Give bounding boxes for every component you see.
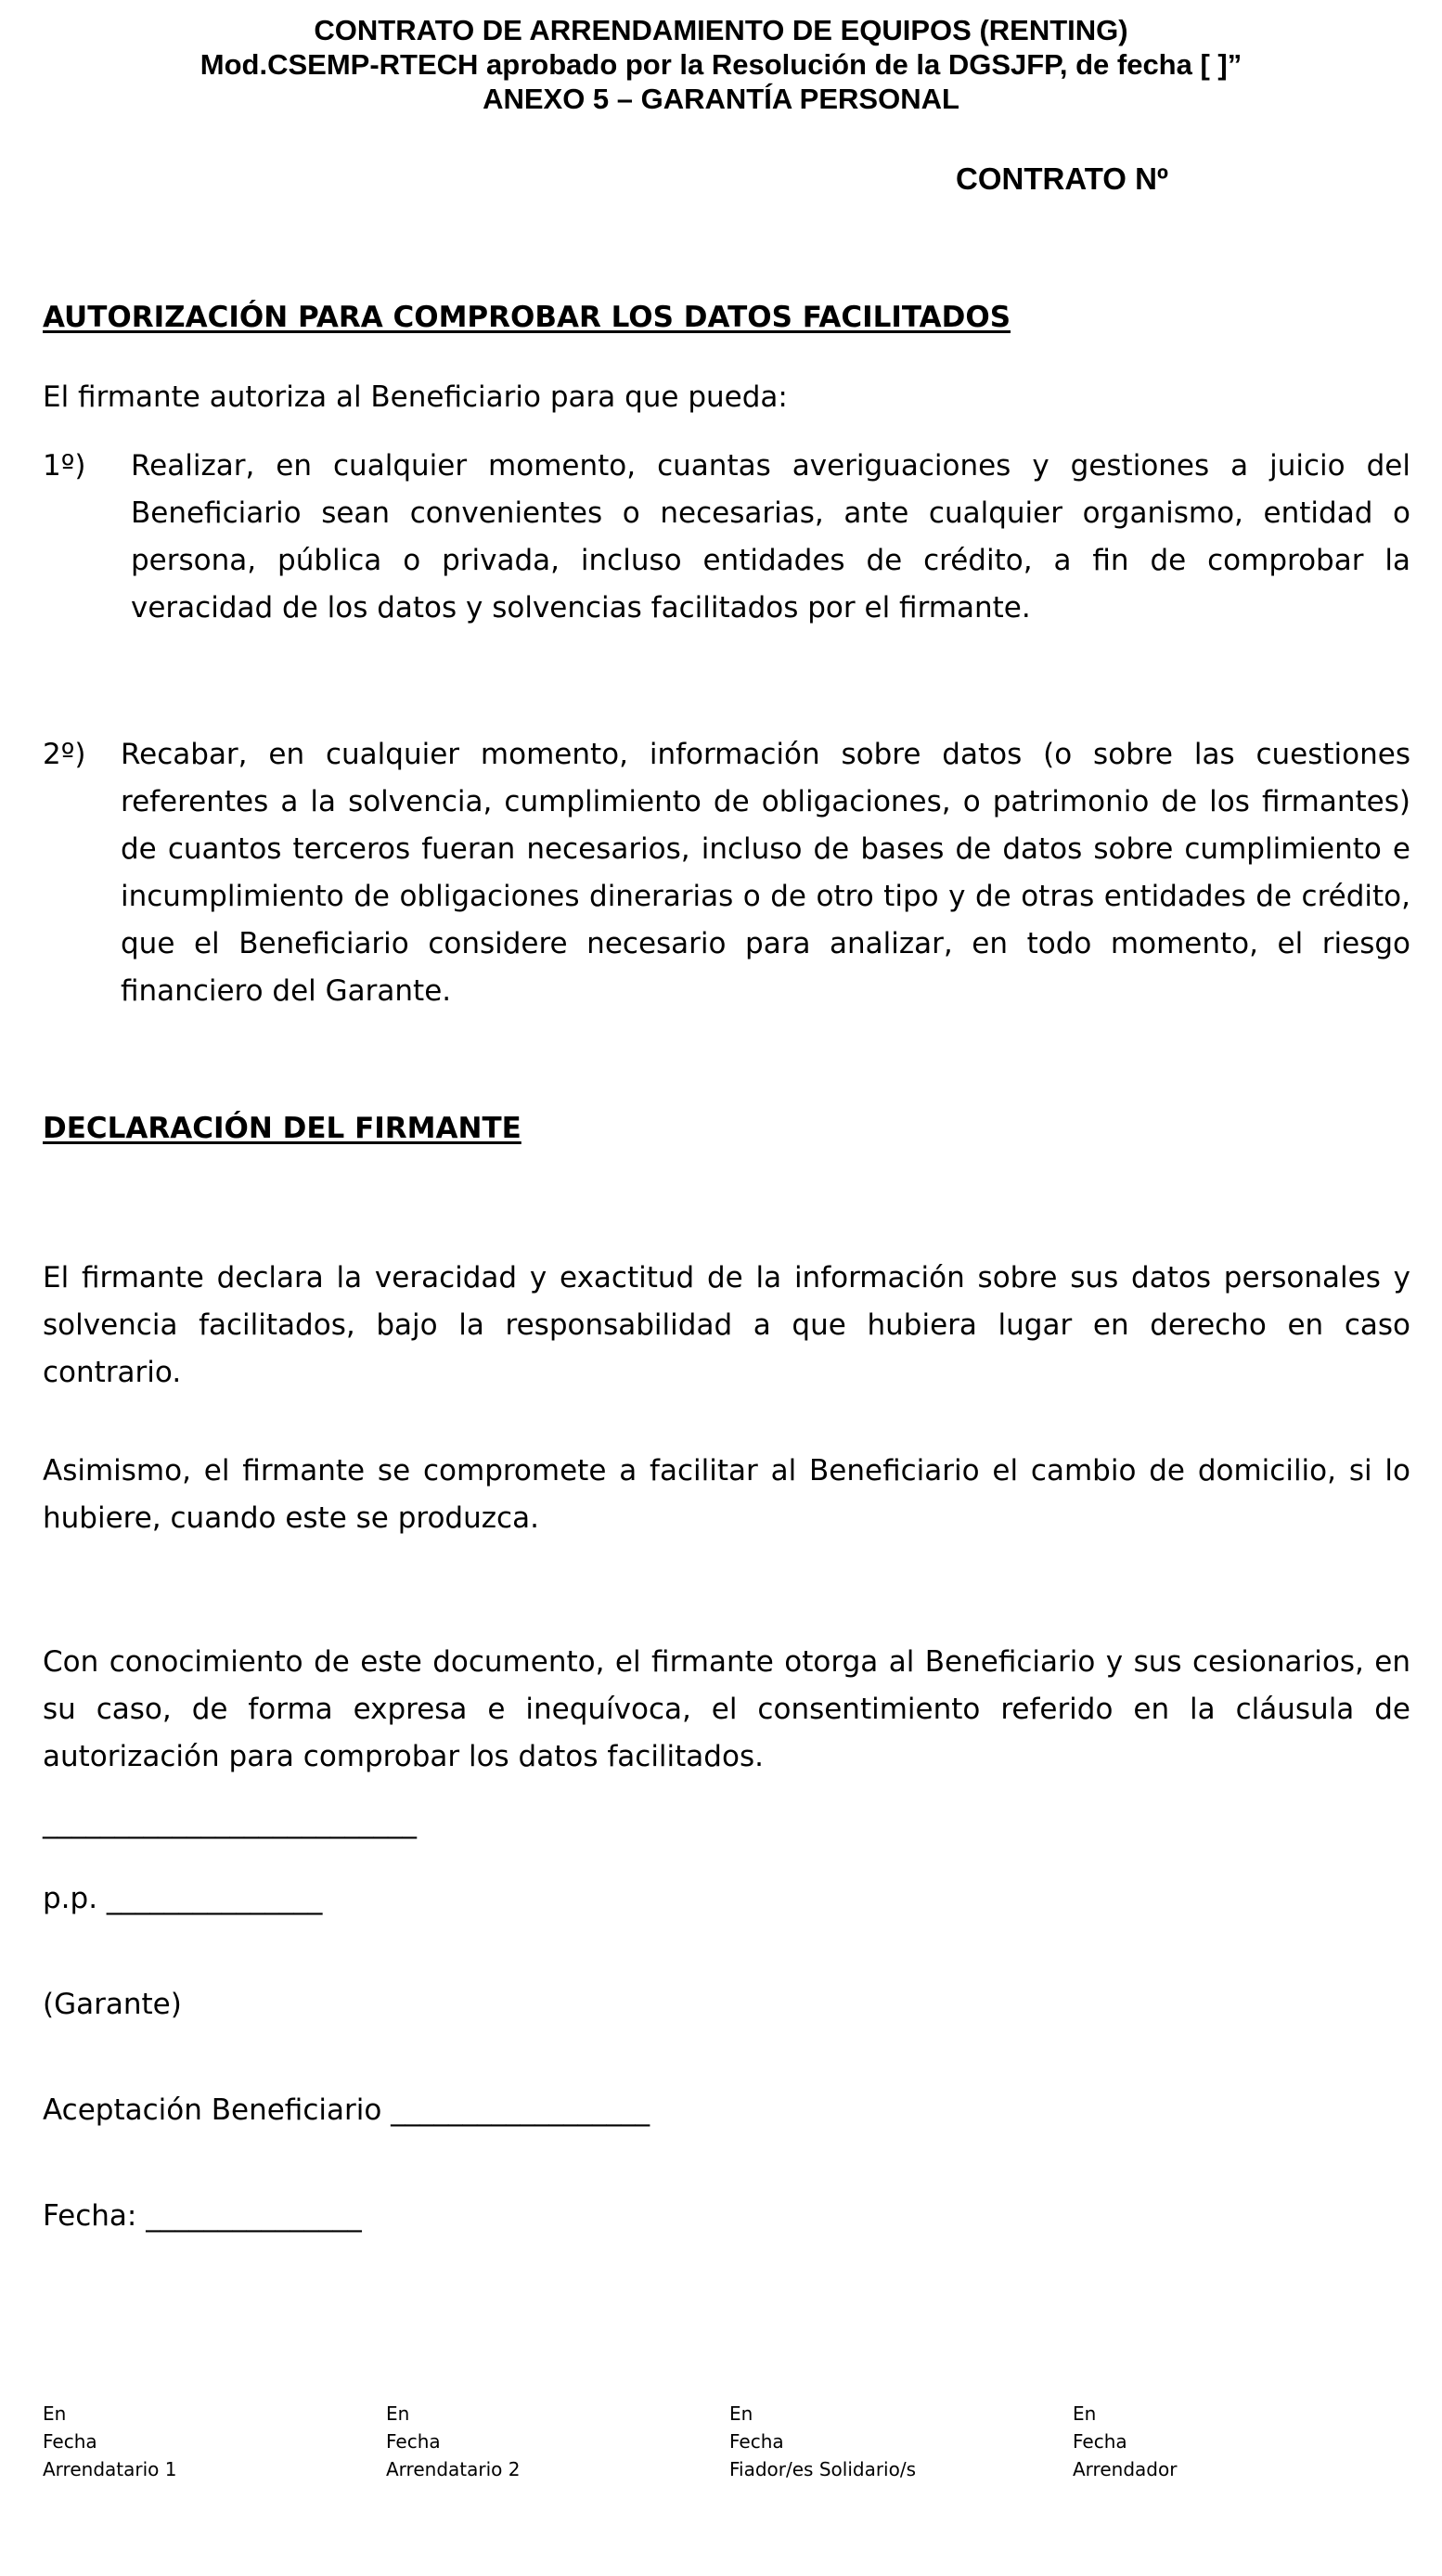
document-annex-title: ANEXO 5 – GARANTÍA PERSONAL <box>483 83 959 115</box>
signature-footer <box>43 2400 1416 2492</box>
section-authorization-title: AUTORIZACIÓN PARA COMPROBAR LOS DATOS FACILITADOS <box>43 301 1011 334</box>
authorization-item-1 <box>43 443 1410 632</box>
footer-role: Fiador/es Solidario/s <box>729 2458 917 2480</box>
guarantor-label: (Garante) <box>43 1988 182 2021</box>
document-header <box>0 13 1442 116</box>
footer-place: En <box>386 2402 410 2425</box>
section-declaration-title: DECLARACIÓN DEL FIRMANTE <box>43 1112 521 1145</box>
declaration-paragraph-1: El firmante declara la veracidad y exactitud de la información sobre sus datos personales y solvencia facilitados, bajo la responsabilidad a que hubiera lugar en derecho en caso contrario. <box>43 1261 1410 1389</box>
document-model-reference: Mod.CSEMP-RTECH aprobado por la Resolución de la DGSJFP, de fecha [ ]” <box>200 48 1242 81</box>
footer-place: En <box>1073 2402 1097 2425</box>
signature-pp: p.p. _______________ <box>43 1882 323 1915</box>
item-text: Realizar, en cualquier momento, cuantas averiguaciones y gestiones a juicio del Beneficiario sean convenientes o necesarias, ante cualquier organismo, entidad o persona, pública o privada, incluso entidades de crédito, a fin de comprobar la veracidad de los datos y solvencias facilitados por el firmante. <box>131 449 1410 625</box>
footer-place: En <box>729 2402 753 2425</box>
item-number: 2º) <box>43 738 86 771</box>
footer-role: Arrendador <box>1073 2458 1178 2480</box>
authorization-item-2 <box>43 731 1410 1015</box>
footer-column-fiador <box>729 2400 916 2483</box>
footer-date: Fecha <box>729 2430 784 2453</box>
item-text: Recabar, en cualquier momento, información sobre datos (o sobre las cuestiones referentes a la solvencia, cumplimiento de obligaciones, o patrimonio de los firmantes) de cuantos terceros fueran necesarios, incluso de bases de datos sobre cumplimiento e incumplimiento de obligaciones dinerarias o de otro tipo y de otras entidades de crédito, que el Beneficiario considere necesario para analizar, en todo momento, el riesgo financiero del Garante. <box>121 738 1410 1008</box>
footer-date: Fecha <box>1073 2430 1127 2453</box>
signature-line: __________________________ <box>43 1806 417 1839</box>
declaration-paragraph-3: Con conocimiento de este documento, el firmante otorga al Beneficiario y sus cesionarios, en su caso, de forma expresa e inequívoca, el consentimiento referido en la cláusula de autorización para comprobar los datos facilitados. <box>43 1645 1410 1773</box>
document-title: CONTRATO DE ARRENDAMIENTO DE EQUIPOS (RENTING) <box>314 14 1128 46</box>
declaration-paragraph-2: Asimismo, el firmante se compromete a facilitar al Beneficiario el cambio de domicilio, si lo hubiere, cuando este se produzca. <box>43 1454 1410 1535</box>
footer-column-arrendatario-2 <box>386 2400 520 2483</box>
footer-date: Fecha <box>386 2430 441 2453</box>
footer-date: Fecha <box>43 2430 97 2453</box>
footer-role: Arrendatario 1 <box>43 2458 177 2480</box>
beneficiary-acceptance: Aceptación Beneficiario __________________ <box>43 2093 650 2127</box>
footer-column-arrendador <box>1073 2400 1177 2483</box>
authorization-intro: El firmante autoriza al Beneficiario para que pueda: <box>43 380 788 414</box>
footer-role: Arrendatario 2 <box>386 2458 521 2480</box>
contract-number-label: CONTRATO Nº <box>956 161 1168 196</box>
footer-place: En <box>43 2402 67 2425</box>
item-number: 1º) <box>43 449 86 483</box>
footer-column-arrendatario-1 <box>43 2400 176 2483</box>
signature-date: Fecha: _______________ <box>43 2199 362 2233</box>
